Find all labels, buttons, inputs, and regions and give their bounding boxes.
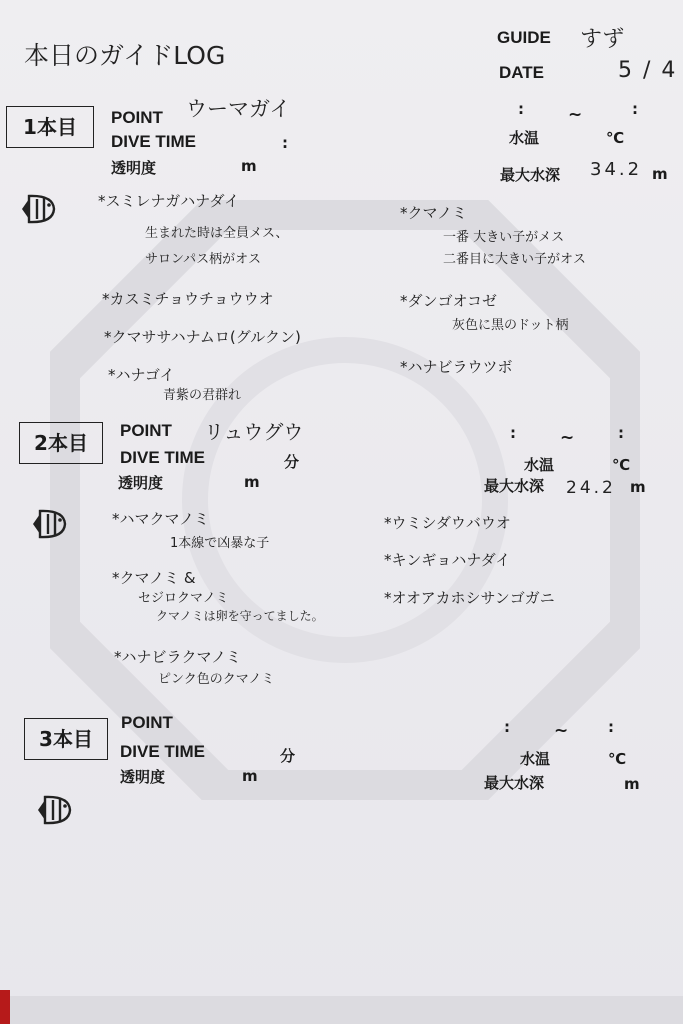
dive1-visibility-label: 透明度 [111, 159, 157, 177]
dive2-water-temp-unit: ℃ [612, 456, 631, 474]
dive1-max-depth-label: 最大水深 [500, 166, 561, 184]
dive2-time-range: ~ [560, 428, 575, 448]
dive3-time-end-sep: : [608, 718, 614, 736]
fish-icon [36, 794, 72, 826]
dive2-visibility-unit: m [244, 473, 260, 491]
dive1-water-temp-label: 水温 [509, 129, 540, 147]
dive1-note-right-2-detail-1: 灰色に黒のドット柄 [452, 318, 569, 333]
dive1-point-value: ウーマガイ [186, 97, 291, 121]
dive2-note-left-2-detail-1: セジロクマノミ [138, 591, 229, 606]
dive1-note-right-1: *クマノミ [400, 204, 468, 222]
dive2-dive-time-label: DIVE TIME [120, 448, 206, 467]
dive3-visibility-unit: m [242, 767, 258, 785]
dive3-number: 3本目 [24, 718, 108, 760]
dive1-note-right-1-detail-2: 二番目に大きい子がオス [443, 252, 586, 267]
dive3-visibility-label: 透明度 [120, 768, 166, 786]
guide-label: GUIDE [497, 28, 551, 47]
dive3-max-depth-label: 最大水深 [484, 774, 545, 792]
dive3-water-temp-unit: ℃ [608, 750, 627, 768]
page-title: 本日のガイドLOG [24, 41, 226, 70]
dive1-note-left-1: *スミレナガハナダイ [98, 192, 240, 210]
dive1-note-left-2: *カスミチョウチョウウオ [102, 290, 274, 308]
dive2-note-right-2: *キンギョハナダイ [384, 551, 511, 569]
dive2-max-depth-unit: m [630, 478, 646, 496]
dive2-time-start-sep: : [510, 424, 516, 442]
dive2-time-end-sep: : [618, 424, 624, 442]
dive2-note-left-1: *ハマクマノミ [112, 510, 210, 528]
dive2-note-left-3-detail-1: ピンク色のクマノミ [158, 672, 275, 687]
dive1-dive-time-sep: : [282, 134, 288, 152]
dive1-time-start-sep: : [518, 100, 524, 118]
dive3-dive-time-unit: 分 [280, 747, 296, 765]
dive1-note-right-2: *ダンゴオコゼ [400, 292, 498, 310]
dive1-note-left-1-detail-1: 生まれた時は全員メス、 [145, 226, 289, 241]
dive1-note-right-1-detail-1: 一番 大きい子がメス [443, 230, 565, 245]
dive1-note-left-4: *ハナゴイ [108, 366, 175, 384]
dive1-point-label: POINT [111, 108, 163, 127]
dive3-point-label: POINT [121, 713, 173, 732]
dive2-number: 2本目 [19, 422, 103, 464]
dive2-water-temp-label: 水温 [524, 456, 555, 474]
dive2-note-right-3: *オオアカホシサンゴガニ [384, 589, 555, 607]
red-edge [0, 990, 10, 1024]
dive1-dive-time-label: DIVE TIME [111, 132, 197, 151]
dive3-water-temp-label: 水温 [520, 750, 551, 768]
dive2-point-label: POINT [120, 421, 172, 440]
dive2-note-left-1-detail-1: 1本線で凶暴な子 [170, 536, 270, 551]
dive1-number: 1本目 [6, 106, 94, 148]
fish-icon [31, 508, 67, 540]
dive3-max-depth-unit: m [624, 775, 640, 793]
dive1-note-left-1-detail-2: サロンパス柄がオス [145, 252, 261, 267]
dive3-time-start-sep: : [504, 718, 510, 736]
dive2-note-left-2-detail-2: クマノミは卵を守ってました。 [156, 609, 324, 623]
dive2-dive-time-unit: 分 [284, 453, 300, 471]
dive2-max-depth-label: 最大水深 [484, 477, 545, 495]
dive1-time-range: ~ [568, 105, 583, 125]
dive2-point-value: リュウグウ [204, 420, 304, 444]
dive1-max-depth-unit: m [652, 165, 668, 183]
guide-value: すず [580, 27, 625, 52]
dive1-time-end-sep: : [632, 100, 638, 118]
date-value: 5 / 4 [618, 58, 678, 83]
dive2-note-left-2: *クマノミ & [112, 569, 196, 587]
dive3-dive-time-label: DIVE TIME [120, 742, 206, 761]
date-label: DATE [499, 63, 545, 82]
dive2-visibility-label: 透明度 [118, 474, 164, 492]
dive1-visibility-unit: m [241, 157, 257, 175]
dive1-note-right-3: *ハナビラウツボ [400, 358, 513, 376]
fish-icon [20, 193, 56, 225]
dive1-max-depth-value: 34.2 [590, 159, 643, 180]
dive1-note-left-4-detail-1: 青紫の君群れ [163, 388, 242, 403]
dive1-note-left-3: *クマササハナムロ(グルクン) [104, 328, 301, 346]
dive2-max-depth-value: 24.2 [566, 478, 616, 498]
dive3-time-range: ~ [554, 721, 569, 741]
dive1-water-temp-unit: ℃ [606, 129, 625, 147]
table-surface [0, 996, 683, 1024]
dive2-note-left-3: *ハナビラクマノミ [114, 648, 242, 666]
dive2-note-right-1: *ウミシダウバウオ [384, 514, 511, 532]
